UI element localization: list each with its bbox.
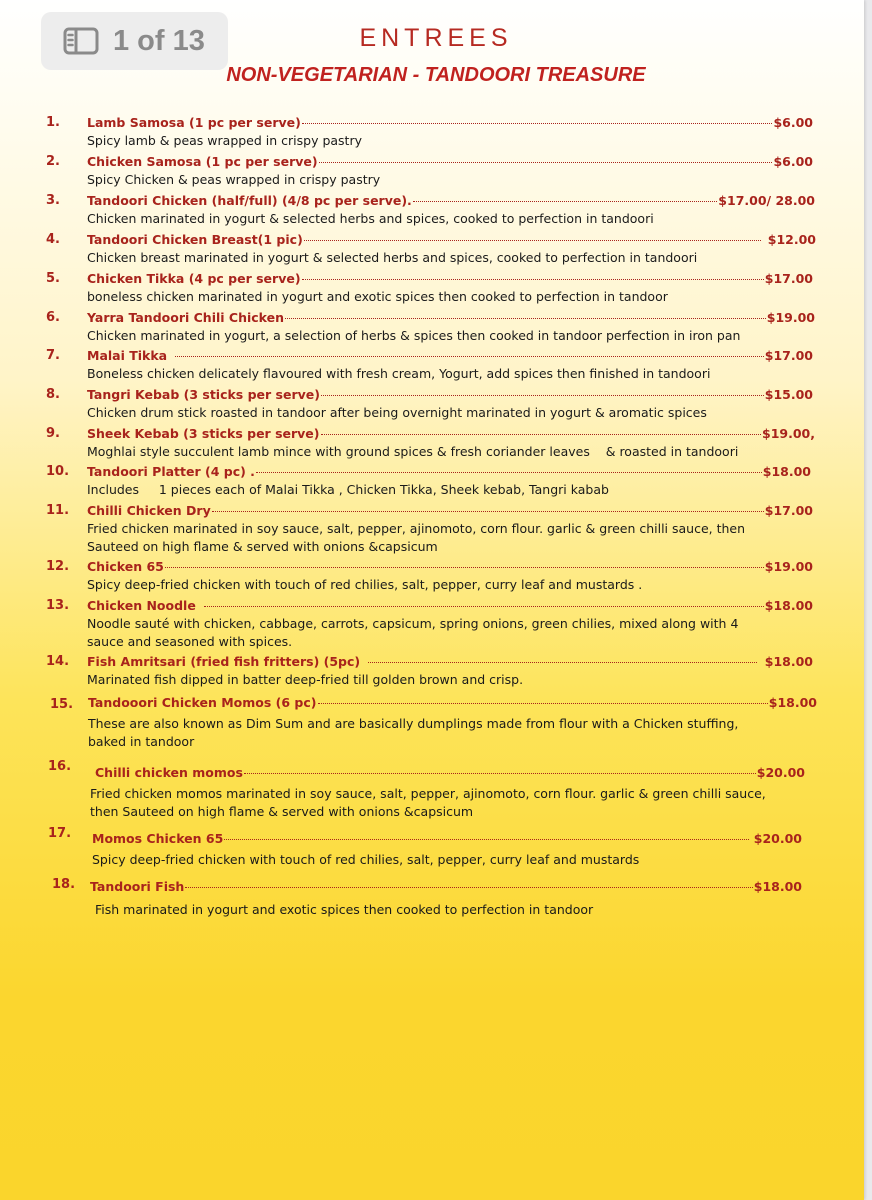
item-price: $18.00 — [768, 695, 817, 710]
dot-leader — [319, 162, 773, 163]
item-price: $20.00 — [753, 831, 802, 846]
dot-leader — [321, 395, 764, 396]
page-count-label: 1 of 13 — [113, 24, 205, 57]
item-description: Fried chicken marinated in soy sauce, salt, pepper, ajinomoto, corn flour. garlic & green chilli sauce, then Sauteed on high flame & served with onions &capsicum — [87, 521, 746, 554]
item-line — [87, 310, 815, 325]
item-line — [87, 654, 813, 669]
item-price: $6.00 — [773, 115, 813, 130]
item-number: 10. — [46, 464, 70, 479]
item-name: Malai Tikka — [87, 348, 168, 363]
item-number: 1. — [46, 115, 60, 130]
item-price: $17.00 — [764, 348, 813, 363]
item-name: Chilli Chicken Dry — [87, 503, 211, 518]
item-price: $18.00 — [764, 654, 813, 669]
item-number: 6. — [46, 310, 60, 325]
item-price: $19.00, — [762, 426, 815, 441]
item-number: 11. — [46, 503, 70, 518]
item-name: Yarra Tandoori Chili Chicken — [87, 310, 285, 325]
dot-leader — [224, 839, 748, 840]
item-number: 5. — [46, 271, 60, 286]
item-description: Fried chicken momos marinated in soy sauce, salt, pepper, ajinomoto, corn flour. garlic & green chilli sauce, then Sauteed on high flame & served with onions &capsicum — [90, 786, 766, 819]
sidebar-icon[interactable] — [63, 27, 99, 55]
item-name: Tangri Kebab (3 sticks per serve) — [87, 387, 320, 402]
item-number: 9. — [46, 426, 60, 441]
item-line — [88, 695, 817, 710]
dot-leader — [256, 472, 762, 473]
item-price: $17.00 — [764, 503, 813, 518]
item-number: 3. — [46, 193, 60, 208]
item-description: Chicken marinated in yogurt, a selection of herbs & spices then cooked in tandoor perfection in iron pan — [87, 328, 741, 343]
item-name: Lamb Samosa (1 pc per serve) — [87, 115, 301, 130]
item-description: Chicken breast marinated in yogurt & selected herbs and spices, cooked to perfection in tandoori — [87, 250, 698, 265]
item-description: Includes 1 pieces each of Malai Tikka , Chicken Tikka, Sheek kebab, Tangri kabab — [87, 482, 609, 497]
dot-leader — [318, 703, 768, 704]
item-number: 17. — [48, 826, 72, 841]
item-name: Fish Amritsari (fried fish fritters) (5pc) — [87, 654, 361, 669]
item-line — [87, 598, 813, 613]
item-description: Boneless chicken delicately flavoured with fresh cream, Yogurt, add spices then finished in tandoori — [87, 366, 711, 381]
item-number: 14. — [46, 654, 70, 669]
item-description: Spicy lamb & peas wrapped in crispy pastry — [87, 133, 362, 148]
item-price: $12.00 — [767, 232, 816, 247]
item-description: Spicy Chicken & peas wrapped in crispy pastry — [87, 172, 381, 187]
dot-leader — [368, 662, 757, 663]
item-line — [87, 387, 813, 402]
item-name: Chicken Samosa (1 pc per serve) — [87, 154, 318, 169]
dot-leader — [285, 318, 766, 319]
item-description: Spicy deep-fried chicken with touch of red chilies, salt, pepper, curry leaf and mustards — [92, 852, 640, 867]
item-price: $15.00 — [764, 387, 813, 402]
item-name: Tandooori Chicken Momos (6 pc) — [88, 695, 317, 710]
item-line — [95, 765, 805, 780]
item-name: Sheek Kebab (3 sticks per serve) — [87, 426, 320, 441]
item-line — [87, 348, 813, 363]
item-name: Chicken Noodle — [87, 598, 196, 613]
item-name: Tandoori Platter (4 pc) . — [87, 464, 255, 479]
item-description: boneless chicken marinated in yogurt and exotic spices then cooked to perfection in tandoor — [87, 289, 668, 304]
item-number: 4. — [46, 232, 60, 247]
item-description: These are also known as Dim Sum and are basically dumplings made from flour with a Chicken stuffing, baked in tandoor — [88, 716, 739, 749]
item-name: Tandoori Chicken (half/full) (4/8 pc per serve). — [87, 193, 412, 208]
dot-leader — [212, 511, 764, 512]
item-price: $20.00 — [756, 765, 805, 780]
item-description: Chicken marinated in yogurt & selected herbs and spices, cooked to perfection in tandoori — [87, 211, 654, 226]
dot-leader — [304, 240, 761, 241]
item-line — [87, 503, 813, 518]
item-line — [87, 559, 813, 574]
item-description: Fish marinated in yogurt and exotic spices then cooked to perfection in tandoor — [95, 902, 594, 917]
item-line — [87, 271, 813, 286]
dot-leader — [185, 887, 752, 888]
item-line — [87, 115, 813, 130]
item-name: Tandoori Fish — [90, 879, 185, 894]
item-price: $17.00/ 28.00 — [718, 193, 815, 208]
item-line — [87, 193, 815, 208]
item-number: 15. — [50, 697, 74, 712]
section-title: ENTREES — [359, 24, 513, 52]
item-price: $6.00 — [773, 154, 813, 169]
item-number: 16. — [48, 759, 72, 774]
dot-leader — [244, 773, 756, 774]
item-number: 8. — [46, 387, 60, 402]
dot-leader — [175, 356, 764, 357]
section-subtitle: NON-VEGETARIAN - TANDOORI TREASURE — [226, 64, 646, 86]
item-name: Chicken 65 — [87, 559, 164, 574]
item-number: 18. — [52, 877, 76, 892]
item-description: Chicken drum stick roasted in tandoor after being overnight marinated in yogurt & aromatic spices — [87, 405, 707, 420]
item-name: Chilli chicken momos — [95, 765, 243, 780]
dot-leader — [204, 606, 764, 607]
item-number: 13. — [46, 598, 70, 613]
item-number: 7. — [46, 348, 60, 363]
page-indicator[interactable] — [41, 12, 228, 70]
item-line — [90, 879, 802, 894]
item-description: Spicy deep-fried chicken with touch of red chilies, salt, pepper, curry leaf and mustards . — [87, 577, 643, 592]
item-description: Noodle sauté with chicken, cabbage, carrots, capsicum, spring onions, green chilies, mixed along with 4 sauce and seasoned with spices. — [87, 616, 739, 649]
item-price: $18.00 — [753, 879, 802, 894]
dot-leader — [302, 123, 773, 124]
item-number: 12. — [46, 559, 70, 574]
item-line — [92, 831, 802, 846]
dot-leader — [321, 434, 762, 435]
item-line — [87, 426, 815, 441]
item-description: Marinated fish dipped in batter deep-fried till golden brown and crisp. — [87, 672, 524, 687]
dot-leader — [165, 567, 764, 568]
item-description: Moghlai style succulent lamb mince with ground spices & fresh coriander leaves & roasted in tandoori — [87, 444, 739, 459]
item-name: Chicken Tikka (4 pc per serve) — [87, 271, 301, 286]
item-line — [87, 464, 811, 479]
dot-leader — [413, 201, 717, 202]
item-price: $18.00 — [762, 464, 811, 479]
item-line — [87, 232, 816, 247]
item-price: $18.00 — [764, 598, 813, 613]
item-number: 2. — [46, 154, 60, 169]
item-price: $19.00 — [764, 559, 813, 574]
item-line — [87, 154, 813, 169]
item-name: Tandoori Chicken Breast(1 pic) — [87, 232, 303, 247]
item-price: $17.00 — [764, 271, 813, 286]
item-price: $19.00 — [766, 310, 815, 325]
dot-leader — [302, 279, 764, 280]
item-name: Momos Chicken 65 — [92, 831, 224, 846]
